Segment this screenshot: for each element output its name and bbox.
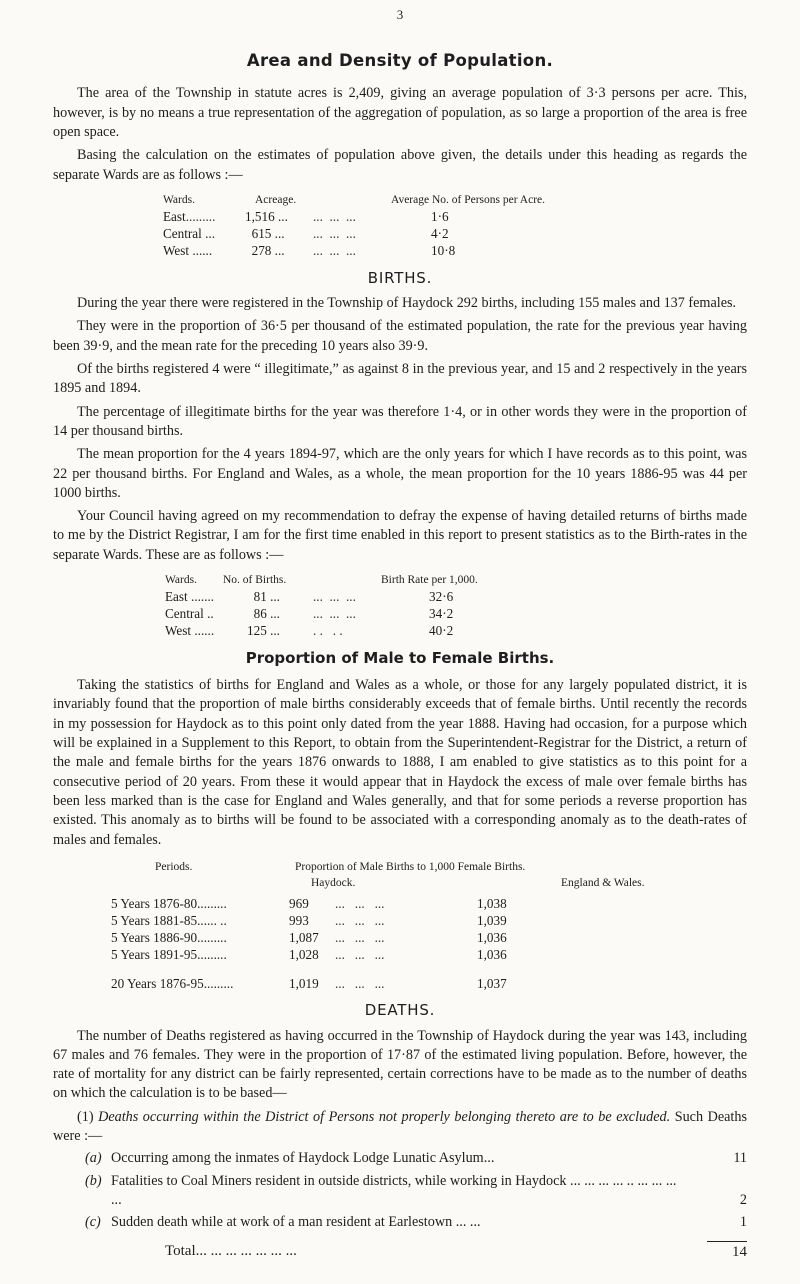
area-ward: West	[163, 243, 190, 259]
proportion-haydock: 969	[289, 895, 309, 911]
list-item	[53, 1213, 747, 1232]
proportion-header-periods: Periods.	[155, 860, 193, 873]
births-rate: 34·2	[429, 606, 454, 622]
proportion-period: 5 Years 1886-90	[111, 929, 198, 945]
births-header-wards: Wards.	[165, 574, 197, 587]
area-table	[163, 193, 747, 260]
list-item-count: 2	[739, 1192, 747, 1209]
deaths-heading: DEATHS.	[364, 1001, 436, 1020]
births-row: East ....... 81 ... ... ... ... 32·6	[165, 589, 747, 606]
proportion-england: 1,039	[477, 912, 507, 928]
area-row: East......... 1,516 ... ... ... ... 1·6	[163, 209, 747, 226]
area-acreage: 615	[251, 226, 272, 242]
proportion-table	[111, 860, 747, 992]
area-header-acreage: Acreage.	[255, 194, 297, 206]
proportion-header-england: England & Wales.	[561, 876, 645, 889]
list-item-label: (c)	[85, 1214, 101, 1231]
list-item-text: Occurring among the inmates of Haydock Lodge Lunatic Asylum...	[111, 1150, 495, 1167]
births-paragraph-6: Your Council having agreed on my recommendation to defray the expense of having detailed returns of births made to me by the District Registrar, I am for the first time enabled in this report to present statistics as to the Birth-rates in the separate Wards. These are as follows :—	[53, 508, 747, 563]
births-count: 86	[253, 606, 267, 622]
births-ward: East	[165, 589, 188, 605]
proportion-total-england: 1,037	[477, 975, 507, 991]
births-count: 125	[247, 623, 267, 639]
proportion-period: 5 Years 1891-95	[111, 946, 198, 962]
list-item-text: Sudden death while at work of a man resident at Earlestown ... ...	[111, 1214, 481, 1231]
area-density: 1·6	[431, 209, 449, 225]
births-rate: 40·2	[429, 623, 454, 639]
area-table-header	[163, 193, 747, 209]
births-ward: Central	[165, 606, 204, 622]
births-paragraph-4: The percentage of illegitimate births for the year was therefore 1·4, or in other words they were in the proportion of 14 per thousand births.	[53, 403, 747, 439]
list-item-label: (b)	[85, 1172, 102, 1189]
deaths-paragraph: The number of Deaths registered as having occurred in the Township of Haydock during the year was 143, including 67 males and 76 females. They were in the proportion of 17·87 of the estimated living population. Before, however, the rate of mortality for any district can be fairly represented, certain corrections have to be made as to the number of deaths on which the calculation is to be based—	[53, 1027, 747, 1102]
proportion-england: 1,036	[477, 946, 507, 962]
proportion-haydock: 1,087	[289, 929, 319, 945]
births-count: 81	[253, 589, 267, 605]
list-item-count: 1	[739, 1214, 747, 1231]
area-header-wards: Wards.	[163, 194, 195, 206]
births-header-rate: Birth Rate per 1,000.	[381, 574, 478, 587]
proportion-row: 5 Years 1886-90......... 1,087 ... ... ... 1,036	[111, 929, 747, 946]
proportion-period: 5 Years 1881-85	[111, 912, 198, 928]
area-ward: Central	[163, 226, 202, 242]
deaths-item-1-italic: Deaths occurring within the District of Persons not properly belonging thereto are to be excluded.	[98, 1108, 671, 1125]
proportion-england: 1,038	[477, 895, 507, 911]
births-header-number: No. of Births.	[223, 574, 287, 587]
proportion-row: 5 Years 1881-85...... .. 993 ... ... ... 1,039	[111, 912, 747, 929]
births-ward: West	[165, 623, 192, 639]
proportion-table-header	[111, 860, 747, 876]
area-paragraph-1: The area of the Township in statute acres is 2,409, giving an average population of 3·3 persons per acre. This, however, is by no means a true representation of the aggregation of population, as so large a proportion of the area is free open space.	[53, 85, 747, 141]
proportion-heading: Proportion of Male to Female Births.	[245, 648, 555, 667]
deaths-item-1-number: (1)	[77, 1108, 94, 1125]
area-ward: East	[163, 209, 186, 225]
list-item-text: Fatalities to Coal Miners resident in outside districts, while working in Haydock ... ... ... ... .. ... ... ... ...	[111, 1172, 677, 1209]
births-table	[165, 573, 747, 640]
area-row: West ...... 278 ... ... ... ... 10·8	[163, 243, 747, 260]
proportion-total-row: 20 Years 1876-95......... 1,019 ... ... ... 1,037	[111, 975, 747, 992]
list-item-label: (a)	[85, 1150, 102, 1167]
proportion-haydock: 993	[289, 912, 309, 928]
births-row: Central .. 86 ... ... ... ... 34·2	[165, 606, 747, 623]
area-density: 10·8	[431, 243, 456, 259]
births-paragraph-1: During the year there were registered in the Township of Haydock 292 births, including 155 males and 137 females.	[77, 295, 737, 312]
births-row: West ...... 125 ... . . . . 40·2	[165, 623, 747, 640]
births-rate: 32·6	[429, 589, 454, 605]
page-title: Area and Density of Population.	[246, 51, 554, 70]
deaths-total-row	[53, 1241, 747, 1262]
proportion-header-main: Proportion of Male Births to 1,000 Female Births.	[295, 860, 526, 873]
page-number: 3	[396, 7, 404, 22]
proportion-paragraph: Taking the statistics of births for England and Wales as a whole, or those for any largely populated district, it is invariably found that the proportion of male births considerably exceeds that of female births. Until recently the records in my possession for Haydock as to this point only dated from the year 1888. Having had occasion, for a purpose which will be explained in a Supplement to this Report, to obtain from the Superintendent-Registrar for the District, a return of the male and female births for the years 1876 onwards to 1888, I am enabled to give statistics as to this point for a consecutive period of 20 years. From these it would appear that in Haydock the excess of male over female births has been less marked than is the case for England and Wales generally, and that for some periods a reverse proportion has existed. This anomaly as to births will be found to be associated with a corresponding anomaly as to the death-rates of males and females.	[53, 677, 747, 848]
area-paragraph-2: Basing the calculation on the estimates of population above given, the details under this heading as regards the separate Wards are as follows :—	[53, 147, 747, 183]
list-item-count: 11	[733, 1150, 747, 1167]
deaths-total-label: Total... ... ... ... ... ... ...	[165, 1242, 297, 1259]
births-paragraph-3: Of the births registered 4 were “ illegitimate,” as against 8 in the previous year, and 15 and 2 respectively in the years 1895 and 1894.	[53, 360, 747, 397]
proportion-row: 5 Years 1876-80......... 969 ... ... ... 1,038	[111, 895, 747, 912]
document-body	[53, 50, 747, 1262]
area-header-density: Average No. of Persons per Acre.	[391, 194, 546, 206]
area-density: 4·2	[431, 226, 449, 242]
proportion-row: 5 Years 1891-95......... 1,028 ... ... ... 1,036	[111, 946, 747, 963]
deaths-item-1-tail: Such Deaths were :—	[53, 1108, 747, 1145]
deaths-total-value: 14	[707, 1241, 747, 1262]
list-item	[53, 1172, 747, 1211]
area-row: Central ... 615 ... ... ... ... 4·2	[163, 226, 747, 243]
proportion-england: 1,036	[477, 929, 507, 945]
births-table-header	[165, 573, 747, 589]
proportion-header-haydock: Haydock.	[311, 876, 356, 889]
deaths-exclusion-list	[53, 1149, 747, 1262]
area-acreage: 278	[251, 243, 272, 259]
area-acreage: 1,516	[245, 209, 275, 225]
births-heading: BIRTHS.	[367, 268, 433, 287]
list-item	[53, 1149, 747, 1168]
proportion-period: 5 Years 1876-80	[111, 895, 198, 911]
births-paragraph-2: They were in the proportion of 36·5 per thousand of the estimated population, the rate for the previous year having been 39·9, and the mean rate for the preceding 10 years also 39·9.	[53, 318, 747, 354]
proportion-haydock: 1,028	[289, 946, 319, 962]
deaths-item-1	[53, 1108, 747, 1147]
proportion-total-period: 20 Years 1876-95	[111, 975, 204, 991]
births-paragraph-5: The mean proportion for the 4 years 1894-97, which are the only years for which I have records as to this point, was 22 per thousand births. For England and Wales, as a whole, the mean proportion for the 10 years 1886-95 was 44 per 1000 births.	[53, 446, 747, 501]
proportion-table-subheader	[111, 876, 747, 892]
proportion-total-haydock: 1,019	[289, 975, 319, 991]
